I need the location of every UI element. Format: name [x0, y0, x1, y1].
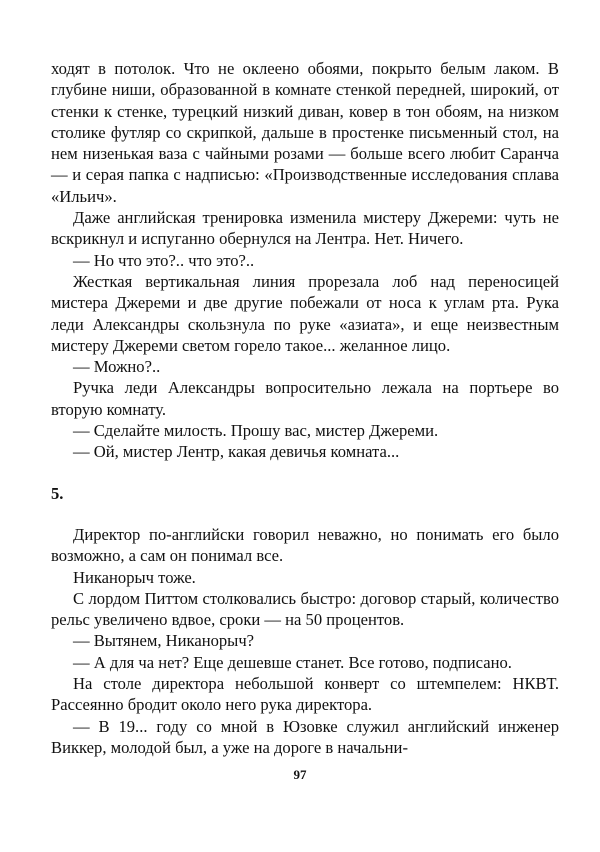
- dialogue-line: — Вытянем, Никанорыч?: [73, 631, 255, 651]
- page-number: 97: [293, 767, 307, 782]
- dialogue-line: — Но что это?.. что это?..: [73, 250, 255, 270]
- dialogue-line: — А для ча нет? Еще дешевше станет. Все готово, подписано.: [73, 652, 512, 672]
- dialogue-line: — В 19... году со мной в Юзовке служил английский инженер Виккер, молодой был, а уже на дороге в начальни-: [51, 716, 559, 757]
- dialogue-line: — Ой, мистер Лентр, какая девичья комната...: [73, 442, 400, 462]
- paragraph: Жесткая вертикальная линия прорезала лоб над переносицей мистера Джереми и две другие побежали от носа к углам рта. Рука леди Александры скользнула по руке «азиата», и еще неизвестным мистеру Джереми светом горело такое... желанное лицо.: [51, 271, 559, 355]
- page-body: [51, 58, 559, 758]
- paragraph: ходят в потолок. Что не оклеено обоями, покрыто белым лаком. В глубине ниши, образованной в комнате стенкой передней, широкий, от стенки к стенке, турецкий низкий диван, ковер в тон обоям, на низком столике футляр со скрипкой, дальше в простенке письменный стол, на нем низенькая ваза с чайными розами — больше всего любит Саранча — и серая папка с надписью: «Производственные исследования сплава «Ильич».: [51, 59, 559, 206]
- dialogue-line: — Можно?..: [73, 357, 161, 377]
- paragraph: Даже английская тренировка изменила мистеру Джереми: чуть не вскрикнул и испуганно обернулся на Лентра. Нет. Ничего.: [51, 208, 559, 249]
- chapter-number: 5.: [51, 483, 64, 503]
- paragraph: С лордом Питтом столковались быстро: договор старый, количество рельс увеличено вдвое, сроки — на 50 процентов.: [51, 588, 559, 630]
- dialogue-line: — Сделайте милость. Прошу вас, мистер Джереми.: [73, 421, 439, 441]
- paragraph: Ручка леди Александры вопросительно лежала на портьере во вторую комнату.: [51, 378, 559, 419]
- paragraph: Директор по-английски говорил неважно, но понимать его было возможно, а сам он понимал все.: [51, 524, 559, 566]
- paragraph: На столе директора небольшой конверт со штемпелем: НКВТ. Рассеянно бродит около него рука директора.: [51, 674, 559, 715]
- paragraph: Никанорыч тоже.: [73, 567, 196, 587]
